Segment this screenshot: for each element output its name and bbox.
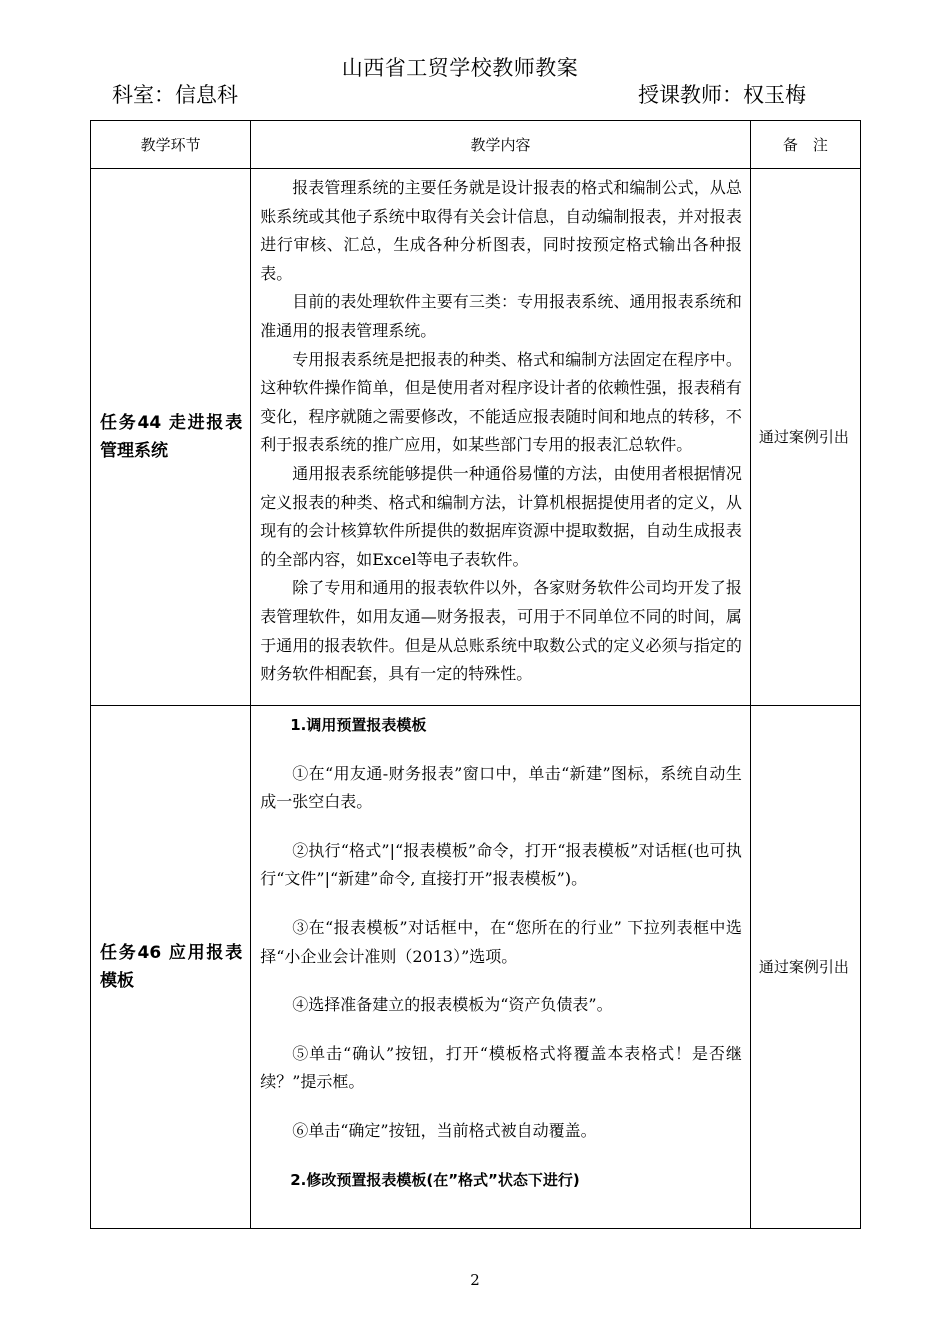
department-label: 科室：信息科 <box>112 83 238 107</box>
step-item: ①在“用友通-财务报表”窗口中，单击“新建”图标，系统自动生成一张空白表。 <box>260 763 742 812</box>
step-item: ④选择准备建立的报表模板为“资产负债表”。 <box>292 995 613 1015</box>
task-title: 任务46 应用报表模板 <box>100 943 243 991</box>
content-cell <box>251 706 751 1229</box>
table-header-row <box>91 121 861 169</box>
table-row-task44 <box>91 169 861 706</box>
content-paragraph: 通用报表系统能够提供一种通俗易懂的方法，由使用者根据情况定义报表的种类、格式和编制方法，计算机根据提使用者的定义，从现有的会计核算软件所提供的数据库资源中提取数据，自动生成报表的全部内容，如Excel等电子表软件。 <box>260 463 742 569</box>
teacher-label: 授课教师：权玉梅 <box>638 83 806 107</box>
task-cell <box>91 169 251 706</box>
content-cell <box>251 169 751 706</box>
content-paragraph: 除了专用和通用的报表软件以外，各家财务软件公司均开发了报表管理软件，如用友通—财务报表，可用于不同单位不同的时间，属于通用的报表软件。但是从总账系统中取数公式的定义必须与指定的财务软件相配套，具有一定的特殊性。 <box>260 578 742 684</box>
note-cell: 通过案例引出 <box>750 706 860 1229</box>
step-item: ⑤单击“确认”按钮，打开“模板格式将覆盖本表格式！是否继续？”提示框。 <box>260 1043 742 1092</box>
section-heading: 1.调用预置报表模板 <box>290 716 427 734</box>
step-item: ②执行“格式”|“报表模板”命令，打开“报表模板”对话框(也可执行“文件”|“新建”命令, 直接打开”报表模板”)。 <box>260 840 742 889</box>
lesson-plan-table <box>90 120 861 1229</box>
header-teaching-stage: 教学环节 <box>91 121 251 169</box>
step-item: ⑥单击“确定”按钮，当前格式被自动覆盖。 <box>292 1120 597 1140</box>
content-paragraph: 目前的表处理软件主要有三类：专用报表系统、通用报表系统和准通用的报表管理系统。 <box>260 292 742 340</box>
table-row-task46 <box>91 706 861 1229</box>
note-cell: 通过案例引出 <box>750 169 860 706</box>
header-remarks: 备 注 <box>750 121 860 169</box>
section-heading: 2.修改预置报表模板(在”格式”状态下进行) <box>290 1170 580 1189</box>
document-title: 山西省工贸学校教师教案 <box>341 56 579 80</box>
task-title: 任务44 走进报表管理系统 <box>100 413 243 461</box>
header-teaching-content: 教学内容 <box>251 121 751 169</box>
task-cell <box>91 706 251 1229</box>
page-number: 2 <box>470 1271 480 1289</box>
step-item: ③在“报表模板”对话框中，在“您所在的行业” 下拉列表框中选择“小企业会计准则（2013）”选项。 <box>260 917 742 966</box>
content-paragraph: 报表管理系统的主要任务就是设计报表的格式和编制公式，从总账系统或其他子系统中取得有关会计信息，自动编制报表，并对报表进行审核、汇总，生成各种分析图表，同时按预定格式输出各种报表。 <box>260 178 742 283</box>
content-paragraph: 专用报表系统是把报表的种类、格式和编制方法固定在程序中。这种软件操作简单，但是使用者对程序设计者的依赖性强，报表稍有变化，程序就随之需要修改，不能适应报表随时间和地点的转移，不利于报表系统的推广应用，如某些部门专用的报表汇总软件。 <box>260 349 742 455</box>
